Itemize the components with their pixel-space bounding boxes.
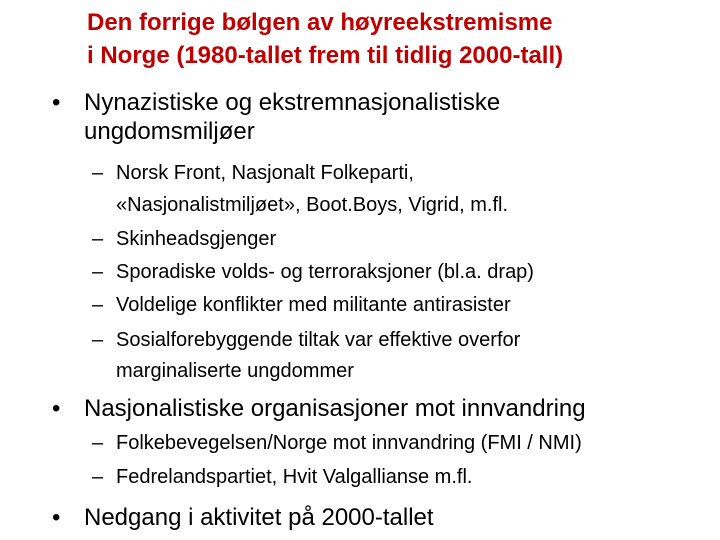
bullet-text: Nasjonalistiske organisasjoner mot innvandring — [84, 395, 586, 422]
slide-title — [87, 6, 687, 72]
bullet-text: Nedgang i aktivitet på 2000-tallet — [84, 504, 434, 531]
sub-bullet-text-line-2: marginaliserte ungdommer — [116, 360, 354, 382]
sub-bullet-text: Sporadiske volds- og terroraksjoner (bl.a. drap) — [116, 261, 534, 283]
dash-marker: – — [92, 432, 104, 454]
sub-bullet-text: Voldelige konflikter med militante antirasister — [116, 294, 511, 316]
sub-bullet-text: Folkebevegelsen/Norge mot innvandring (FMI / NMI) — [116, 432, 582, 454]
sub-bullet-text-line-1: Norsk Front, Nasjonalt Folkeparti, — [116, 162, 414, 184]
sub-bullet-text-line-2: «Nasjonalistmiljøet», Boot.Boys, Vigrid, m.fl. — [116, 194, 509, 216]
bullet-marker: • — [52, 504, 61, 531]
bullet-marker: • — [52, 89, 61, 116]
dash-marker: – — [92, 294, 104, 316]
dash-marker: – — [92, 261, 104, 283]
sub-bullet-text: Fedrelandspartiet, Hvit Valgallianse m.fl. — [116, 466, 473, 488]
title-line-1: Den forrige bølgen av høyreekstremisme — [87, 9, 553, 36]
bullet-text-line-2: ungdomsmiljøer — [84, 118, 255, 145]
dash-marker: – — [92, 162, 104, 184]
bullet-marker: • — [52, 395, 61, 422]
bullet-text-line-1: Nynazistiske og ekstremnasjonalistiske — [84, 89, 501, 116]
sub-bullet-text: Skinheadsgjenger — [116, 228, 277, 250]
dash-marker: – — [92, 329, 104, 351]
title-line-2: i Norge (1980-tallet frem til tidlig 2000-tall) — [87, 42, 564, 69]
dash-marker: – — [92, 466, 104, 488]
sub-bullet-text-line-1: Sosialforebyggende tiltak var effektive overfor — [116, 329, 521, 351]
dash-marker: – — [92, 228, 104, 250]
